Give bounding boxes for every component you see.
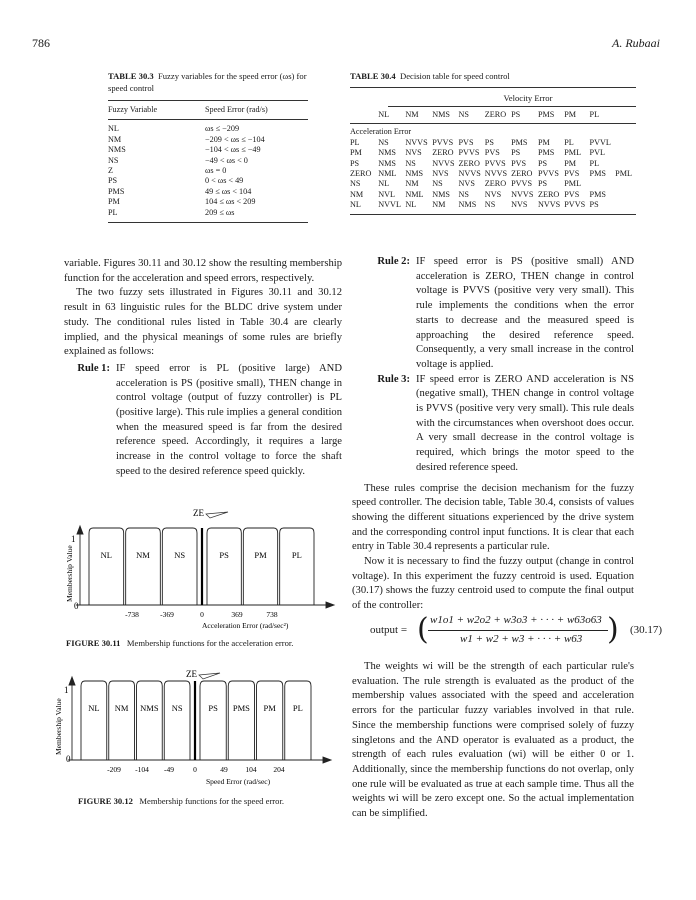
equation-denominator: w1 + w2 + w3 + · · · + w63 — [460, 633, 583, 645]
table-cell: ZERO — [511, 169, 533, 179]
x-tick-label: -104 — [135, 765, 149, 774]
table-cell: NML — [378, 169, 397, 179]
y-axis-one: 1 — [64, 685, 69, 695]
figure-30-11 — [60, 502, 346, 642]
rule-1: Rule 1: IF speed error is PL (positive large) AND acceleration is PS (positive small), THEN change in control voltage (output of fuzzy controller) is PL (positive large). This rule implies a general condition when the measured speed is far from the desired reference speed. Accordingly, it requires a large increase in the control voltage to force the shaft speed to the desired reference speed quickly. — [77, 362, 342, 477]
membership-set-shape — [285, 681, 311, 760]
table-cell: PMS — [589, 189, 606, 199]
membership-set-label: NL — [100, 550, 113, 560]
table-row — [108, 176, 308, 186]
table-header: PM — [564, 110, 577, 119]
rule-2: Rule 2: IF speed error is PS (positive small) AND acceleration is ZERO, THEN change in control voltage is PVVS (positive very very small). This rule implements the conditions when the error starts to decrease and the measured speed is approaching the desired reference speed. Consequently, a very small increase in the control voltage is applied. — [377, 256, 634, 370]
membership-set-label: NL — [88, 703, 100, 713]
x-tick-label: 0 — [193, 765, 197, 774]
table-cell: −209 < ωs ≤ −104 — [205, 134, 265, 144]
table-cell: PS — [350, 158, 360, 168]
x-tick-label: 0 — [200, 610, 204, 619]
table-header-row — [350, 110, 636, 124]
axes — [68, 677, 331, 763]
table-cell: PVS — [458, 137, 474, 147]
table-cell: NMS — [432, 189, 450, 199]
membership-set-shape — [126, 528, 161, 605]
figure-30-12 — [52, 665, 342, 800]
ze-arrow — [206, 512, 228, 518]
table-cell: NVVS — [405, 137, 428, 147]
membership-set-shape — [243, 528, 277, 605]
membership-set-shape — [137, 681, 163, 760]
left-paren: ( — [417, 612, 429, 647]
paragraph: The two fuzzy sets illustrated in Figures 30.11 and 30.12 result in 63 linguistic rules for the BLDC drive system under study. The conditional rules listed in Table 30.4 are clearly implied, and the physical meanings of some rules are briefly explained as follows: — [64, 287, 342, 358]
table-row — [108, 156, 308, 166]
paragraph: variable. Figures 30.11 and 30.12 show the resulting membership function for the acceleration and speed errors, respectively. — [64, 258, 342, 284]
membership-set-label: NS — [171, 703, 183, 713]
table-row — [108, 197, 308, 207]
table-cell: PS — [484, 137, 494, 147]
table-cell: PVL — [589, 148, 605, 158]
table-cell: PM — [108, 197, 120, 207]
table-cell: PL — [350, 137, 360, 147]
page-number: 786 — [32, 36, 50, 50]
table-cell: ZERO — [350, 169, 372, 179]
table-cell: PVVS — [484, 158, 506, 168]
figure-30-12-caption: FIGURE 30.12 Membership functions for the speed error. — [78, 796, 284, 806]
table-cell: NVVL — [378, 200, 401, 210]
membership-set-label: PM — [263, 703, 276, 713]
x-tick-label: 204 — [273, 765, 285, 774]
table-cell: NVS — [511, 200, 528, 210]
table-cell: −49 < ωs < 0 — [205, 155, 248, 165]
table-30-3-caption: TABLE 30.3 Fuzzy variables for the speed error (ωs) for speed control — [108, 71, 307, 93]
acceleration-error-label: Acceleration Error — [350, 127, 412, 137]
table-cell: PMS — [511, 137, 528, 147]
table-cell: NM — [405, 179, 419, 189]
table-cell: ZERO — [484, 179, 507, 189]
table-cell: NMS — [378, 148, 396, 158]
table-cell: PM — [350, 148, 362, 158]
table-cell: PML — [564, 179, 582, 189]
table-row — [350, 148, 636, 158]
paragraph: The weights wi will be the strength of each particular rule's evaluation. The rule strength is evaluated as the product of the membership values associated with the speed and acceleration errors for the particular fuzzy variables involved in that rule. Since the membership functions were comprised solely of fuzzy singletons and the AND operator is evaluated as a product, the strength of each rules evaluation (wi) will be either 0 or 1. Additionally, since the membership functions do not overlap, only one rule will be evaluated as true at each sample time. Thus all the weights wi will be zero except one. So the actual implementation can be simplified. — [352, 661, 634, 820]
ze-arrow — [199, 673, 220, 679]
membership-set-shape — [207, 528, 241, 605]
table-cell: NL — [405, 200, 417, 210]
table-cell: NS — [484, 200, 496, 210]
table-row — [108, 135, 308, 145]
table-header: NL — [378, 110, 390, 119]
y-axis-zero: 0 — [74, 601, 79, 611]
fuzzy-variables-table — [108, 100, 308, 223]
table-row — [350, 159, 636, 169]
table-cell: PS — [589, 200, 599, 210]
paragraph: Now it is necessary to find the fuzzy output (change in control voltage). In this experiment the fuzzy centroid is used. Equation (30.17) shows the fuzzy centroid used to compute the final output of the controller: — [352, 556, 634, 612]
table-cell: NM — [350, 189, 364, 199]
table-row — [108, 166, 308, 176]
table-cell: PL — [589, 158, 600, 168]
x-axis-label: Speed Error (rad/sec) — [206, 777, 271, 786]
table-cell: PML — [564, 148, 582, 158]
table-cell: PVS — [564, 189, 580, 199]
axes — [76, 526, 334, 608]
table-header: ZERO — [484, 110, 507, 119]
table-cell: PVVS — [458, 148, 480, 158]
membership-set-label: NM — [114, 703, 129, 713]
table-cell: NVVS — [511, 189, 534, 199]
y-axis-one: 1 — [71, 534, 76, 544]
x-tick-label: 738 — [266, 610, 278, 619]
table-cell: PVVS — [537, 169, 559, 179]
table-cell: 209 ≤ ωs — [205, 207, 235, 217]
equation-number: (30.17) — [630, 624, 663, 636]
table-header: Speed Error (rad/s) — [205, 105, 268, 114]
x-tick-label: -738 — [125, 610, 139, 619]
table-cell: 0 < ωs < 49 — [205, 176, 244, 186]
table-cell: NS — [432, 179, 443, 189]
table-cell: PL — [108, 207, 118, 217]
table-cell: NS — [405, 158, 416, 168]
table-header: PMS — [537, 110, 555, 119]
figure-30-11-caption: FIGURE 30.11 Membership functions for the acceleration error. — [66, 638, 294, 648]
membership-set-shape — [81, 681, 107, 760]
x-tick-label: -369 — [160, 610, 174, 619]
equation-30-17 — [370, 610, 663, 656]
decision-table — [350, 110, 636, 215]
table-30-3 — [108, 70, 308, 223]
left-column-text — [64, 257, 342, 480]
table-cell: PS — [108, 176, 118, 186]
table-cell: −104 < ωs ≤ −49 — [205, 145, 261, 155]
table-row — [350, 179, 636, 189]
ze-label: ZE — [186, 669, 197, 679]
table-cell: NVS — [405, 148, 422, 158]
table-cell: PVS — [511, 158, 527, 168]
x-tick-label: -209 — [107, 765, 121, 774]
table-cell: PML — [615, 169, 632, 179]
membership-set-label: PS — [219, 550, 229, 560]
table-cell: NVS — [458, 179, 475, 189]
table-cell: NMS — [405, 169, 424, 179]
table-cell: NMS — [378, 158, 396, 168]
table-row — [108, 187, 308, 197]
table-cell: ZERO — [537, 189, 560, 199]
table-row — [350, 169, 636, 179]
right-column-text-2 — [352, 660, 634, 822]
table-cell: PVS — [484, 148, 500, 158]
table-header: NMS — [432, 110, 450, 119]
table-cell: PM — [537, 137, 550, 147]
membership-set-label: PS — [208, 703, 218, 713]
membership-set-label: PL — [292, 703, 303, 713]
x-tick-label: 49 — [220, 765, 228, 774]
membership-set-shape — [280, 528, 314, 605]
membership-set-label: NM — [136, 550, 150, 560]
table-cell: NVS — [484, 189, 502, 199]
table-cell: NS — [378, 137, 389, 147]
x-tick-label: -49 — [164, 765, 174, 774]
membership-set-shape — [228, 681, 254, 760]
table-cell: NMS — [458, 200, 477, 210]
y-axis-zero: 0 — [66, 754, 71, 764]
table-row — [108, 120, 308, 135]
x-axis-label: Acceleration Error (rad/sec²) — [202, 621, 289, 630]
x-ticks — [107, 765, 285, 774]
table-cell: PM — [564, 158, 577, 168]
table-cell: NML — [405, 189, 424, 199]
table-cell: PMS — [589, 169, 606, 179]
table-row — [350, 200, 636, 214]
table-header: Fuzzy Variable — [108, 105, 158, 114]
y-axis-label: Membership Value — [65, 545, 74, 602]
table-cell: ZERO — [432, 148, 454, 158]
y-axis-label: Membership Value — [54, 698, 63, 755]
table-header: NS — [458, 110, 469, 119]
table-cell: PVVS — [564, 200, 586, 210]
table-cell: 104 ≤ ωs < 209 — [205, 197, 256, 207]
table-cell: PVVL — [589, 137, 611, 147]
table-cell: NVS — [432, 169, 449, 179]
table-row — [108, 208, 308, 223]
table-cell: PVS — [564, 169, 580, 179]
equation-lhs: output = — [370, 624, 408, 636]
x-tick-label: 369 — [231, 610, 243, 619]
table-cell: PL — [564, 137, 574, 147]
membership-set-label: NMS — [140, 703, 159, 713]
running-author: A. Rubaai — [612, 36, 660, 50]
table-cell: NVVS — [484, 169, 508, 179]
table-cell: NVVS — [537, 200, 561, 210]
table-header: PS — [511, 110, 521, 119]
table-cell: PMS — [537, 148, 555, 158]
table-30-4-caption: TABLE 30.4 Decision table for speed control — [350, 71, 510, 81]
table-30-4 — [350, 70, 636, 215]
table-cell: PS — [511, 148, 521, 158]
table-cell: NS — [458, 189, 469, 199]
table-cell: ωs = 0 — [205, 166, 227, 176]
rule-3: Rule 3: IF speed error is ZERO AND acceleration is NS (negative small), THEN change in control voltage is PVVS (positive very very small). This rule deals with the circumstances when overshoot does occur. A very small decrease in the control voltage is required, which brings the motor speed to the desired reference speed. — [377, 373, 634, 473]
x-ticks — [125, 610, 278, 619]
table-cell: NVVS — [432, 158, 455, 168]
table-row — [350, 138, 636, 148]
equation-numerator: w1o1 + w2o2 + w3o3 + · · · + w63o63 — [430, 614, 602, 626]
table-header: NM — [405, 110, 419, 119]
table-cell: PVVS — [511, 179, 533, 189]
table-cell: NS — [108, 155, 119, 165]
velocity-error-label: Velocity Error — [503, 93, 553, 103]
table-cell: NMS — [108, 145, 126, 155]
membership-set-shape — [109, 681, 135, 760]
paragraph: These rules comprise the decision mechanism for the fuzzy speed controller. The decision table, Table 30.4, consists of values showing the different situations experienced by the drive system and the corresponding control input functions. It is clear that each entry in Table 30.4 represents a particular rule. — [352, 482, 634, 553]
table-row — [350, 190, 636, 200]
table-cell: ωs ≤ −209 — [205, 124, 240, 134]
membership-set-label: PMS — [232, 703, 250, 713]
table-cell: NL — [108, 124, 119, 134]
table-cell: 49 ≤ ωs < 104 — [205, 186, 252, 196]
membership-set-label: PM — [254, 550, 267, 560]
right-paren: ) — [607, 612, 619, 647]
membership-set-shape — [257, 681, 283, 760]
table-cell: NL — [378, 179, 390, 189]
table-cell: PS — [537, 158, 548, 168]
membership-set-shape — [200, 681, 226, 760]
membership-set-label: PL — [291, 550, 302, 560]
table-row — [108, 145, 308, 155]
x-tick-label: 104 — [245, 765, 257, 774]
table-cell: ZERO — [458, 158, 480, 168]
ze-label: ZE — [193, 508, 204, 518]
table-cell: Z — [108, 166, 114, 176]
table-cell: PMS — [108, 186, 125, 196]
membership-set-label: NS — [174, 550, 186, 560]
membership-set-shape — [89, 528, 124, 605]
table-cell: NM — [108, 134, 122, 144]
table-cell: NVL — [378, 189, 396, 199]
right-column-text — [352, 255, 634, 614]
table-cell: NL — [350, 200, 361, 210]
table-header: PL — [589, 110, 600, 119]
membership-set-shape — [164, 681, 190, 760]
membership-set-shape — [162, 528, 197, 605]
table-cell: PS — [537, 179, 548, 189]
table-cell: PVVS — [432, 137, 454, 147]
table-header — [350, 110, 378, 124]
table-cell: NM — [432, 200, 446, 210]
table-cell: NVVS — [458, 169, 481, 179]
table-cell: NS — [350, 179, 361, 189]
